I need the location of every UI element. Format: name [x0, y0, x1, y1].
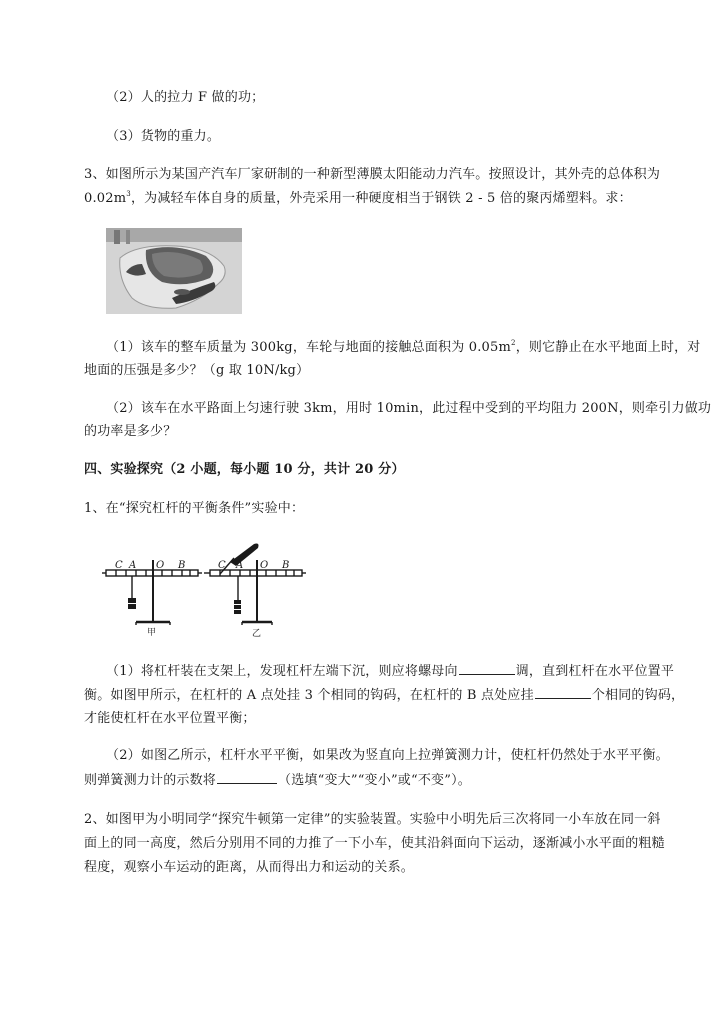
caption-jia: 甲 [147, 628, 157, 638]
s4-q2-line3: 程度，观察小车运动的距离，从而得出力和运动的关系。 [84, 860, 415, 875]
q3-sub1-line1 [106, 339, 701, 357]
q3-intro-line1: 3、如图所示为某国产汽车厂家研制的一种新型薄膜太阳能动力汽车。按照设计，其外壳的总体积为 [84, 167, 661, 182]
q3-volume: 0.02m [84, 191, 127, 206]
s4-q1-sub1-text-d: 个相同的钩码， [591, 688, 685, 703]
car-photo [106, 228, 242, 314]
q3-intro-line2 [84, 190, 632, 208]
svg-text:C: C [218, 560, 226, 571]
caption-yi: 乙 [252, 629, 262, 639]
solar-car-image [106, 228, 242, 314]
s4-q1-sub1-line1 [106, 662, 674, 681]
q3-sub2-line1: （2）该车在水平路面上匀速行驶 3km，用时 10min，此过程中受到的平均阻力 200N，则牵引力做功 [106, 401, 712, 416]
q3-volume-exponent: 3 [126, 190, 131, 198]
s4-q1-sub1-text-c: 衡。如图甲所示，在杠杆的 A 点处挂 3 个相同的钩码，在杠杆的 B 点处应挂 [84, 688, 534, 703]
section4-title: 四、实验探究（2 小题，每小题 10 分，共计 20 分） [84, 462, 405, 477]
q2-sub3-text: （3）货物的重力。 [106, 129, 221, 144]
s4-q2-line1: 2、如图甲为小明同学“探究牛顿第一定律”的实验装置。实验中小明先后三次将同一小车放在同一斜 [84, 812, 661, 827]
s4-q1-sub1-text-a: （1）将杠杆装在支架上，发现杠杆左端下沉，则应将螺母向 [106, 664, 458, 679]
s4-q1-sub2-line1: （2）如图乙所示，杠杆水平平衡，如果改为竖直向上拉弹簧测力计，使杠杆仍然处于水平平衡。 [106, 748, 669, 763]
answer-blank-direction[interactable] [459, 662, 515, 675]
s4-q1-sub2-text-b: （选填“变大”“变小”或“不变”）。 [278, 773, 471, 788]
q3-sub1-text-a: （1）该车的整车质量为 300kg，车轮与地面的接触总面积为 0.05m [106, 340, 512, 355]
svg-text:B: B [178, 560, 186, 571]
svg-text:B: B [282, 560, 290, 571]
s4-q1-sub1-line3: 才能使杠杆在水平位置平衡； [84, 711, 256, 726]
q3-sub2-line2: 的功率是多少？ [84, 424, 177, 439]
svg-text:O: O [156, 560, 165, 571]
q3-sub1-text-b: ，则它静止在水平地面上时，对 [515, 340, 701, 355]
s4-q1-sub1-text-b: 调，直到杠杆在水平位置平 [515, 664, 675, 679]
answer-blank-reading[interactable] [217, 771, 277, 784]
s4-q1-sub2-line2 [84, 771, 471, 790]
q3-sub1-line2: 地面的压强是多少？（g 取 10N/kg） [84, 363, 310, 378]
q3-sub1-area-exponent: 2 [511, 339, 516, 347]
lever-diagram-yi [200, 540, 310, 640]
svg-text:C: C [115, 560, 123, 571]
s4-q1-intro: 1、在“探究杠杆的平衡条件”实验中： [84, 501, 305, 516]
lever-diagram-jia [100, 550, 204, 640]
svg-text:A: A [236, 560, 244, 571]
s4-q2-line2: 面上的同一高度，然后分别用不同的力推了一下小车，使其沿斜面向下运动，逐渐减小水平面的粗糙 [84, 836, 665, 851]
q2-sub2-text: （2）人的拉力 F 做的功； [106, 90, 265, 105]
q3-intro-rest: ，为减轻车体自身的质量，外壳采用一种硬度相当于钢铁 2 - 5 倍的聚丙烯塑料。求： [130, 191, 632, 206]
svg-text:O: O [260, 560, 269, 571]
svg-text:A: A [129, 560, 137, 571]
s4-q1-sub2-text-a: 则弹簧测力计的示数将 [84, 773, 217, 788]
s4-q1-sub1-line2 [84, 686, 684, 705]
answer-blank-hook-count[interactable] [535, 686, 591, 699]
